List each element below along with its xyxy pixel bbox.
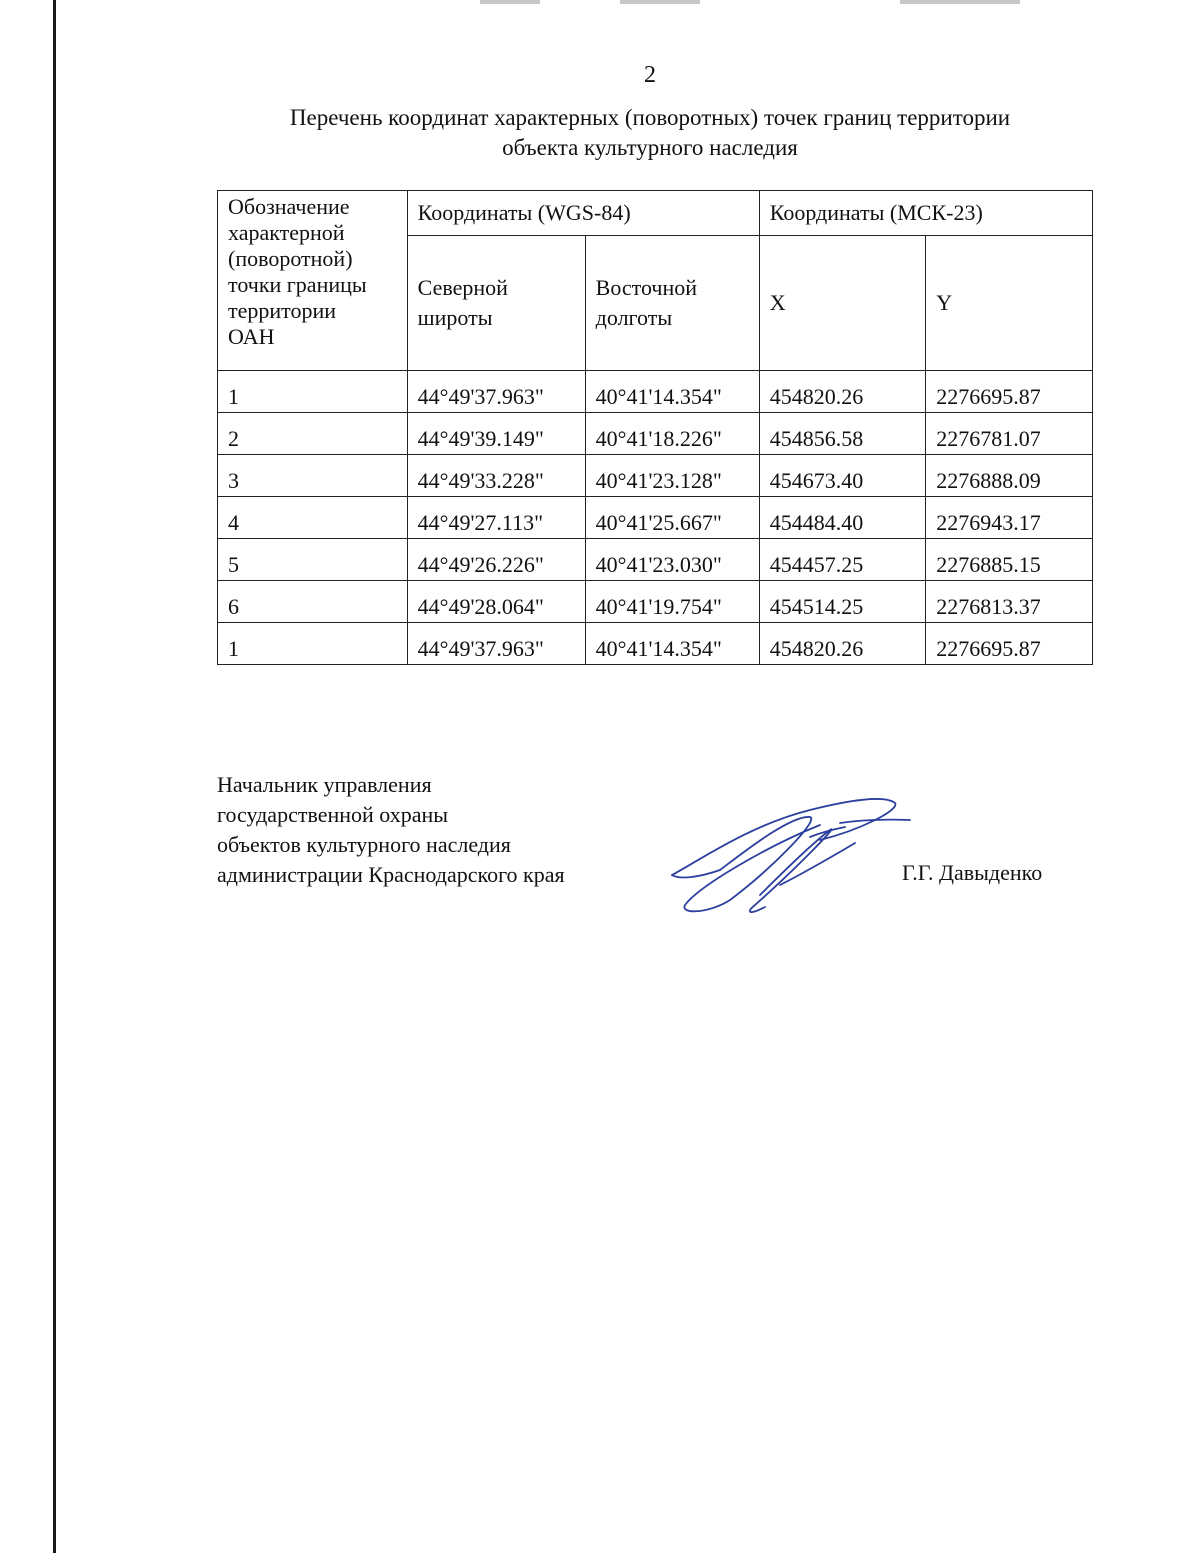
cell-point: 1 <box>218 623 408 665</box>
cell-point: 3 <box>218 455 408 497</box>
cell-y: 2276885.15 <box>926 539 1093 581</box>
cell-x: 454856.58 <box>759 413 925 455</box>
cell-y: 2276888.09 <box>926 455 1093 497</box>
cell-north: 44°49'26.226" <box>407 539 585 581</box>
cell-y: 2276695.87 <box>926 623 1093 665</box>
table-row <box>218 413 1093 455</box>
cell-y: 2276781.07 <box>926 413 1093 455</box>
cell-point: 5 <box>218 539 408 581</box>
title-line-2: объекта культурного наследия <box>502 135 798 160</box>
scan-top-artifacts <box>480 0 1080 6</box>
table-row <box>218 455 1093 497</box>
document-title <box>200 103 1100 163</box>
cell-east: 40°41'14.354" <box>585 371 759 413</box>
cell-x: 454457.25 <box>759 539 925 581</box>
position-line-1: Начальник управления <box>217 772 432 797</box>
header-north-latitude: Северной широты <box>407 236 585 371</box>
position-line-3: объектов культурного наследия <box>217 832 511 857</box>
handwritten-signature-icon <box>660 785 920 920</box>
cell-east: 40°41'18.226" <box>585 413 759 455</box>
cell-east: 40°41'23.128" <box>585 455 759 497</box>
header-wgs84: Координаты (WGS-84) <box>407 191 759 236</box>
cell-east: 40°41'14.354" <box>585 623 759 665</box>
cell-east: 40°41'19.754" <box>585 581 759 623</box>
table-row <box>218 497 1093 539</box>
cell-north: 44°49'28.064" <box>407 581 585 623</box>
cell-y: 2276695.87 <box>926 371 1093 413</box>
title-line-1: Перечень координат характерных (поворотных) точек границ территории <box>289 105 1011 130</box>
cell-north: 44°49'39.149" <box>407 413 585 455</box>
signer-name: Г.Г. Давыденко <box>902 860 1043 885</box>
table-row <box>218 581 1093 623</box>
signatory-position <box>217 770 565 890</box>
table-row <box>218 371 1093 413</box>
cell-point: 4 <box>218 497 408 539</box>
cell-point: 6 <box>218 581 408 623</box>
cell-x: 454514.25 <box>759 581 925 623</box>
cell-x: 454673.40 <box>759 455 925 497</box>
cell-x: 454484.40 <box>759 497 925 539</box>
position-line-2: государственной охраны <box>217 802 449 827</box>
header-point-designation: Обозначение характерной (поворотной) точки границы территории ОАН <box>218 191 408 371</box>
table-row <box>218 539 1093 581</box>
coordinates-table <box>217 190 1093 665</box>
cell-x: 454820.26 <box>759 623 925 665</box>
page-number: 2 <box>644 62 656 88</box>
cell-x: 454820.26 <box>759 371 925 413</box>
scan-edge-line <box>53 0 56 1553</box>
header-x: X <box>759 236 925 371</box>
cell-east: 40°41'25.667" <box>585 497 759 539</box>
cell-north: 44°49'27.113" <box>407 497 585 539</box>
header-east-longitude: Восточной долготы <box>585 236 759 371</box>
cell-y: 2276943.17 <box>926 497 1093 539</box>
cell-north: 44°49'37.963" <box>407 623 585 665</box>
cell-north: 44°49'37.963" <box>407 371 585 413</box>
cell-east: 40°41'23.030" <box>585 539 759 581</box>
cell-north: 44°49'33.228" <box>407 455 585 497</box>
cell-point: 1 <box>218 371 408 413</box>
cell-y: 2276813.37 <box>926 581 1093 623</box>
header-msk23: Координаты (МСК-23) <box>759 191 1092 236</box>
cell-point: 2 <box>218 413 408 455</box>
header-y: Y <box>926 236 1093 371</box>
table-row <box>218 623 1093 665</box>
position-line-4: администрации Краснодарского края <box>217 862 565 887</box>
